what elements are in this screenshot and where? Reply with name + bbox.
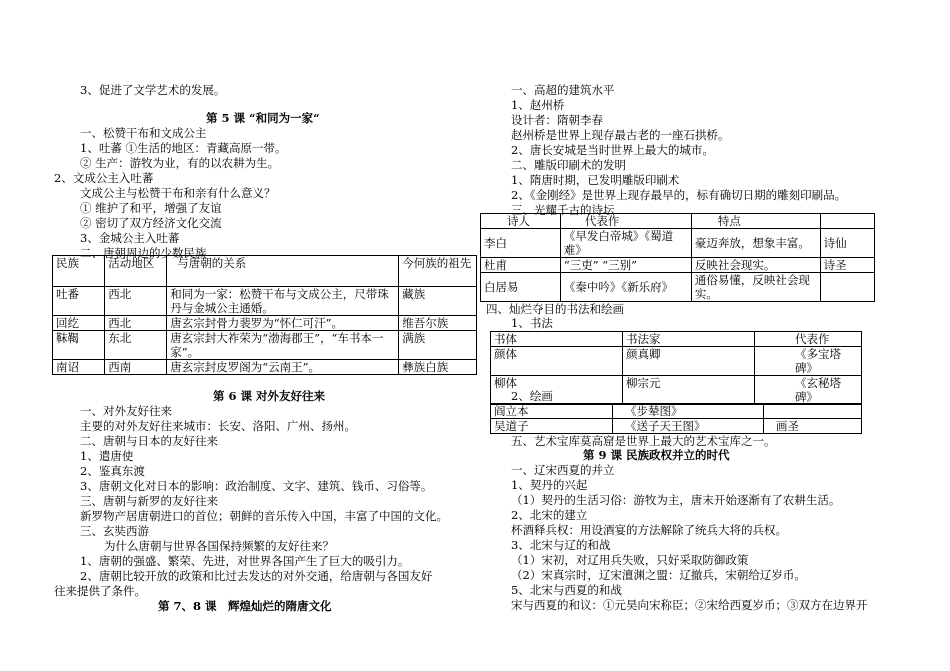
table-header-cell: 活动地区 <box>105 256 167 287</box>
text-line: 2、唐长安城是当时世界上最大的城市。 <box>511 143 714 157</box>
table-cell: 通俗易懂，反映社会现实。 <box>691 273 820 302</box>
text-line: 宋与西夏的和议：①元昊向宋称臣；②宋给西夏岁币；③双方在边界开 <box>511 598 868 612</box>
text-line: （1）契丹的生活习俗：游牧为主，唐末开始逐渐有了农耕生活。 <box>511 493 841 507</box>
text-line: 赵州桥是世界上现存最古老的一座石拱桥。 <box>511 128 730 142</box>
table-cell: 杜甫 <box>481 258 561 273</box>
text-line: ② 密切了双方经济文化交流 <box>80 216 222 230</box>
text-line: 1、遣唐使 <box>80 449 134 463</box>
table-header-cell: 书体 <box>491 332 623 347</box>
text-line: 1、书法 <box>511 316 553 330</box>
lesson-heading: 第 6 课 对外友好往来 <box>213 389 326 403</box>
section-heading: 二、唐朝与日本的友好往来 <box>80 434 218 448</box>
table-header-cell: 代表作 <box>560 214 691 229</box>
table-header-cell <box>820 214 874 229</box>
table-cell: 西北 <box>105 287 167 316</box>
table-cell: 李白 <box>481 229 561 258</box>
poets-table <box>480 213 875 302</box>
table-cell: 靺鞨 <box>53 331 105 360</box>
lesson-heading: 第 7、8 课 辉煌灿烂的隋唐文化 <box>158 599 332 613</box>
text-line: ② 生产：游牧为业，有的以农耕为生。 <box>80 156 280 170</box>
section-heading: 一、松赞干布和文成公主 <box>80 126 207 140</box>
table-cell: 诗圣 <box>820 258 874 273</box>
table-cell: 柳体 <box>491 376 623 405</box>
lesson-heading: 第 9 课 民族政权并立的时代 <box>583 448 730 462</box>
table-cell: 柳宗元 <box>623 376 755 405</box>
table-header-row <box>491 332 862 347</box>
table-cell: 《送子天王图》 <box>613 419 764 434</box>
table-cell: 颜体 <box>491 347 623 376</box>
table-cell: 《步辇图》 <box>613 404 764 419</box>
table-cell: 回纥 <box>53 316 105 331</box>
table-cell: 颜真卿 <box>623 347 755 376</box>
text-line: 2、《金刚经》是世界上现存最早的，标有确切日期的雕刻印刷品。 <box>511 188 847 202</box>
table-header-row <box>53 256 477 287</box>
text-line: 2、唐朝比较开放的政策和比过去发达的对外交通，给唐朝与各国友好 <box>80 569 433 583</box>
table-row <box>481 273 875 302</box>
text-line: 1、唐朝的强盛、繁荣、先进，对世界各国产生了巨大的吸引力。 <box>80 554 410 568</box>
table-cell: 白居易 <box>481 273 561 302</box>
table-cell: 维吾尔族 <box>399 316 477 331</box>
text-line: 2、绘画 <box>511 389 553 403</box>
table-cell: 南诏 <box>53 360 105 375</box>
section-heading: 二、唐朝周边的少数民族 <box>80 246 207 260</box>
text-line: 往来提供了条件。 <box>54 584 146 598</box>
text-line: 1、赵州桥 <box>511 98 565 112</box>
table-cell: 吴道子 <box>491 419 613 434</box>
table-row <box>491 404 862 419</box>
table-header-cell: 今何族的祖先 <box>399 256 477 287</box>
section-heading: 三、光耀千古的诗坛 <box>511 203 615 217</box>
lesson-heading: 第 5 课 “和同为一家“ <box>206 111 320 125</box>
text-line: 为什么唐朝与世界各国保持频繁的友好往来？ <box>104 539 334 553</box>
text-line: 2、鉴真东渡 <box>80 464 145 478</box>
text-line: 主要的对外友好往来城市：长安、洛阳、广州、扬州。 <box>80 419 356 433</box>
text-line: 3、北宋与辽的和战 <box>511 538 611 552</box>
table-header-cell: 诗人 <box>481 214 561 229</box>
table-cell: 东北 <box>105 331 167 360</box>
section-heading: 一、高超的建筑水平 <box>511 83 615 97</box>
table-cell: 《玄秘塔碑》 <box>755 376 862 405</box>
table-cell: 满族 <box>399 331 477 360</box>
text-line: 1、隋唐时期，已发明雕版印刷术 <box>511 173 680 187</box>
table-cell: 唐玄宗封皮罗阁为“云南王”。 <box>167 360 399 375</box>
section-heading: 一、对外友好往来 <box>80 404 172 418</box>
table-cell: 《早发白帝城》《蜀道难》 <box>560 229 691 258</box>
table-row <box>491 347 862 376</box>
table-cell: 诗仙 <box>820 229 874 258</box>
table-row <box>53 331 477 360</box>
table-cell: 唐玄宗封骨力裴罗为“怀仁可汗”。 <box>167 316 399 331</box>
section-heading: 一、辽宋西夏的并立 <box>511 463 615 477</box>
text-line: 3、唐朝文化对日本的影响：政治制度、文字、建筑、钱币、习俗等。 <box>80 479 433 493</box>
text-line: （1）宋初，对辽用兵失败，只好采取防御政策 <box>511 553 749 567</box>
section-heading: 五、艺术宝库莫高窟是世界上最大的艺术宝库之一。 <box>511 434 776 448</box>
table-cell: 阎立本 <box>491 404 613 419</box>
table-row <box>481 258 875 273</box>
table-row <box>481 229 875 258</box>
table-cell: 《秦中吟》《新乐府》 <box>560 273 691 302</box>
table-cell: 彝族白族 <box>399 360 477 375</box>
text-line: 设计者：隋朝李春 <box>511 113 603 127</box>
section-heading: 三、唐朝与新罗的友好往来 <box>80 494 218 508</box>
text-line: 杯酒释兵权：用设酒宴的方法解除了统兵大将的兵权。 <box>511 523 787 537</box>
table-cell <box>820 273 874 302</box>
text-line: 2、文成公主入吐蕃 <box>54 171 154 185</box>
table-header-cell: 书法家 <box>623 332 755 347</box>
ethnic-groups-table <box>52 255 477 375</box>
table-cell: 豪迈奔放，想象丰富。 <box>691 229 820 258</box>
table-cell: 画圣 <box>764 419 862 434</box>
text-line: 新罗物产居唐朝进口的首位；朝鲜的音乐传入中国，丰富了中国的文化。 <box>80 509 448 523</box>
table-header-cell: 代表作 <box>755 332 862 347</box>
painting-table <box>490 403 862 434</box>
table-cell: 西南 <box>105 360 167 375</box>
table-cell: 唐玄宗封大祚荣为“渤海郡王”，“车书本一家”。 <box>167 331 399 360</box>
table-cell: 《多宝塔碑》 <box>755 347 862 376</box>
text-line: 文成公主与松赞干布和亲有什么意义？ <box>80 186 276 200</box>
table-row <box>491 419 862 434</box>
table-header-row <box>481 214 875 229</box>
table-header-cell: 特点 <box>691 214 820 229</box>
table-cell <box>764 404 862 419</box>
text-line: （2）宋真宗时，辽宋澶渊之盟：辽撤兵，宋朝给辽岁币。 <box>511 568 806 582</box>
text-line: 5、北宋与西夏的和战 <box>511 583 622 597</box>
text-line: 1、吐蕃 ①生活的地区：青藏高原一带。 <box>80 141 287 155</box>
section-heading: 三、玄奘西游 <box>80 524 149 538</box>
table-cell: 藏族 <box>399 287 477 316</box>
table-row <box>53 316 477 331</box>
table-cell: 反映社会现实。 <box>691 258 820 273</box>
table-row <box>53 287 477 316</box>
table-cell: 西北 <box>105 316 167 331</box>
table-cell: “三吏” “三别” <box>560 258 691 273</box>
table-header-cell: 民族 <box>53 256 105 287</box>
text-line: 1、契丹的兴起 <box>511 478 588 492</box>
text-line: 3、促进了文学艺术的发展。 <box>80 83 226 97</box>
table-header-cell: 与唐朝的关系 <box>167 256 399 287</box>
table-cell: 吐番 <box>53 287 105 316</box>
table-row <box>53 360 477 375</box>
section-heading: 四、灿烂夺目的书法和绘画 <box>486 302 624 316</box>
text-line: 2、北宋的建立 <box>511 508 588 522</box>
table-cell: 和同为一家：松赞干布与文成公主，尺带珠丹与金城公主通婚。 <box>167 287 399 316</box>
text-line: ① 维护了和平，增强了友谊 <box>80 201 222 215</box>
text-line: 3、金城公主入吐蕃 <box>80 231 180 245</box>
section-heading: 二、雕版印刷术的发明 <box>511 158 626 172</box>
